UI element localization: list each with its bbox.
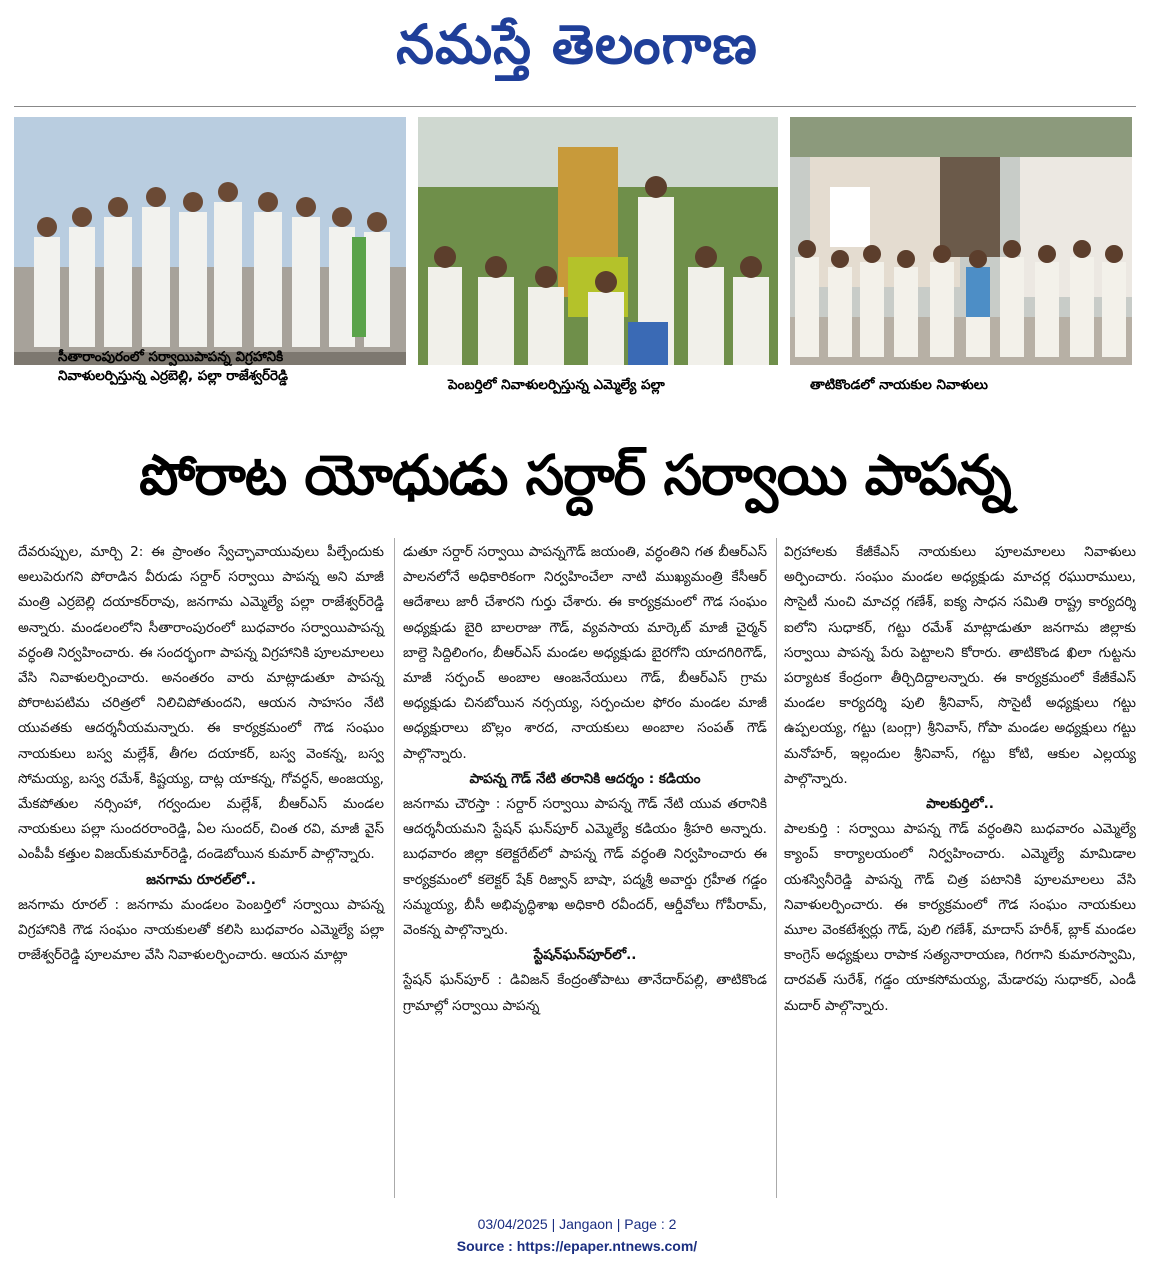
footer-date-edition: 03/04/2025 | Jangaon | Page : 2: [477, 1216, 677, 1232]
masthead-divider: [14, 106, 1136, 107]
col2-subheading-2: స్టేషన్‌ఘన్‌పూర్‌లో..: [533, 947, 637, 964]
photo-pembarthi: [418, 117, 778, 365]
col2-subheading-1: పాపన్న గౌడ్ నేటి తరానికి ఆదర్శం : కడియం: [469, 770, 701, 787]
col2-paragraph-3: స్టేషన్ ఘన్‌పూర్ : డివిజన్ కేంద్రంతోపాటు తానేదార్‌పల్లి, తాటికొండ గ్రామాల్లో సర్వాయి పాపన్న: [403, 972, 767, 1014]
column-divider: [394, 538, 395, 1198]
article-column-1: [18, 540, 384, 968]
photo1-caption-line2: నివాళులర్పిస్తున్న ఎర్రబెల్లి, పల్లా రాజేశ్వర్‌రెడ్డి: [58, 368, 289, 384]
article-column-3: [784, 540, 1136, 1019]
col3-subheading: పాలకుర్తిలో..: [926, 796, 994, 813]
footer-source-link[interactable]: Source : https://epaper.ntnews.com/: [456, 1238, 698, 1254]
col3-paragraph-2: పాలకుర్తి : సర్వాయి పాపన్న గౌడ్ వర్ధంతిని బుధవారం ఎమ్మెల్యే క్యాంప్ కార్యాలయంలో నిర్వహించారు. ఎమ్మెల్యే మామిడాల యశస్వినీరెడ్డి పాపన్న గౌడ్ చిత్ర పటానికి పూలమాలలు వేసి నివాళులర్పించారు. ఈ కార్యక్రమంలో గౌడ సంఘం నాయకులు మూల వెంకటేశ్వర్లు గౌడ్, పులి గణేశ్, మాదాస్ హరీశ్, బ్లాక్ మండల కాంగ్రెస్ అధ్యక్షులు రాపాక సత్యనారాయణ, గిరగాని కుమారస్వామి, దారవత్ సురేశ్, గడ్డం యాకసోమయ్య, మేడారపు సుధాకర్, ఎండీ మదార్ పాల్గొన్నారు.: [784, 821, 1136, 1014]
photo1-caption: [58, 348, 288, 386]
headline: పోరాట యోధుడు సర్దార్ సర్వాయి పాపన్న: [139, 443, 1011, 507]
col2-paragraph-2: జనగామ చౌరస్తా : సర్దార్ సర్వాయి పాపన్న గౌడ్ నేటి యువ తరానికి ఆదర్శనీయమని స్టేషన్ ఘన్‌పూర్ ఎమ్మెల్యే కడియం శ్రీహరి అన్నారు. బుధవారం జిల్లా కలెక్టరేట్‌లో పాపన్న గౌడ్ వర్ధంతి నిర్వహించారు ఈ కార్యక్రమంలో కలెక్టర్ షేక్ రిజ్వాన్ బాషా, పద్మశ్రీ అవార్డు గ్రహీత గడ్డం సమ్మయ్య, బీసీ అభివృద్ధిశాఖ అధికారి రవీందర్, ఆర్డీవోలు గోపీరామ్, వెంకన్న పాల్గొన్నారు.: [403, 796, 767, 939]
column-divider: [776, 538, 777, 1198]
col1-paragraph-1: దేవరుప్పుల, మార్చి 2: ఈ ప్రాంతం స్వేచ్ఛావాయువులు పీల్చేందుకు అలుపెరుగని పోరాడిన వీరుడు సర్దార్ సర్వాయి పాపన్న అని మాజీ మంత్రి ఎర్రబెల్లి దయాకర్‌రావు, జనగామ ఎమ్మెల్యే పల్లా రాజేశ్వర్‌రెడ్డి అన్నారు. మండలంలోని సీతారాంపురంలో బుధవారం సర్వాయిపాపన్న వర్ధంతి నిర్వహించారు. ఈ సందర్భంగా పాపన్న విగ్రహానికి పూలమాలలు వేసి నివాళులర్పించారు. అనంతరం వారు మాట్లాడుతూ పాపన్న పోరాటపటిమ చరిత్రలో నిలిచిపోతుందని, ఆయన సాహసం నేటి యువతకు ఆదర్శనీయమన్నారు. ఈ కార్యక్రమంలో గౌడ సంఘం నాయకులు బస్వ మల్లేశ్, తీగల దయాకర్, బస్వ వెంకన్న, బస్వ సోమయ్య, బస్వ రమేశ్, కిష్టయ్య, దాట్ల యాకన్న, గోవర్ధన్, అంజయ్య, మేకపోతుల నర్సింహా, గర్వందుల మల్లేశ్, బీఆర్‌ఎస్ మండల నాయకులు పల్లా సుందరరాంరెడ్డి, ఏల సుందర్, చింత రవి, మాజీ వైస్ ఎంపీపీ కత్తుల విజయ్‌కుమార్‌రెడ్డి, దండెబోయిన కుమార్ పాల్గొన్నారు.: [18, 544, 384, 863]
col1-paragraph-2: జనగామ రూరల్ : జనగామ మండలం పెంబర్తిలో సర్వాయి పాపన్న విగ్రహానికి గౌడ సంఘం నాయకులతో కలిసి బుధవారం ఎమ్మెల్యే పల్లా రాజేశ్వర్‌రెడ్డి పూలమాల వేసి నివాళులర్పించారు. ఆయన మాట్లా: [18, 896, 384, 964]
photo-seetharampuram: [14, 117, 406, 365]
article-column-2: [403, 540, 767, 1019]
photo1-caption-line1: సీతారాంపురంలో సర్వాయిపాపన్న విగ్రహానికి: [58, 349, 284, 365]
photo3-caption: తాటికొండలో నాయకుల నివాళులు: [810, 377, 988, 393]
masthead-logo: నమస్తే తెలంగాణ: [396, 12, 758, 76]
col1-subheading: జనగామ రూరల్‌లో..: [146, 871, 256, 888]
col3-paragraph-1: విగ్రహాలకు కేజీకేఎస్ నాయకులు పూలమాలలు నివాళులు అర్పించారు. సంఘం మండల అధ్యక్షుడు మాచర్ల రఘురాములు, సొసైటీ నుంచి మాచర్ల గణేశ్, ఐక్య సాధన సమితి రాష్ట్ర కార్యదర్శి ఐలోని సుధాకర్, గట్టు రమేశ్ మాట్లాడుతూ జనగామ జిల్లాకు సర్వాయి పాపన్న పేరు పెట్టాలని కోరారు. తాటికొండ ఖిలా గుట్టను పర్యాటక కేంద్రంగా తీర్చిదిద్దాలన్నారు. ఈ కార్యక్రమంలో కేజీకేఎస్ మండల కార్యదర్శి పులి శ్రీనివాస్, సొసైటీ అధ్యక్షులు గట్టు ఉప్పలయ్య, గట్టు (బంగ్లా) శ్రీనివాస్, గోపా మండల అధ్యక్షులు గట్టు మనోహర్, ఇల్లందుల శ్రీనివాస్, గట్టు కోటి, ఆకుల ఎల్లయ్య పాల్గొన్నారు.: [784, 544, 1136, 787]
col2-paragraph-1: డుతూ సర్దార్ సర్వాయి పాపన్నగౌడ్ జయంతి, వర్ధంతిని గత బీఆర్‌ఎస్ పాలనలోనే అధికారికంగా నిర్వహించేలా నాటి ముఖ్యమంత్రి కేసీఆర్ ఆదేశాలు జారీ చేశారని గుర్తు చేశారు. ఈ కార్యక్రమంలో గౌడ సంఘం అధ్యక్షుడు బైరి బాలరాజు గౌడ్, వ్యవసాయ మార్కెట్ మాజీ చైర్మన్ బాల్దె సిద్దిలింగం, బీఆర్‌ఎస్ మండల అధ్యక్షుడు బైరగోని యాదగిరిగౌడ్, మాజీ సర్పంచ్ అంబాల ఆంజనేయులు గౌడ్, బీఆర్‌ఎస్ గ్రామ అధ్యక్షుడు చినబోయిన నర్సయ్య, సర్పంచుల ఫోరం మండల మాజీ అధ్యక్షురాలు బొల్లం శారద, నాయకులు అంబాల సంపత్ గౌడ్ పాల్గొన్నారు.: [403, 544, 767, 762]
photo2-caption: పెంబర్తిలో నివాళులర్పిస్తున్న ఎమ్మెల్యే పల్లా: [448, 377, 665, 393]
photo-tatikonda: [790, 117, 1132, 365]
